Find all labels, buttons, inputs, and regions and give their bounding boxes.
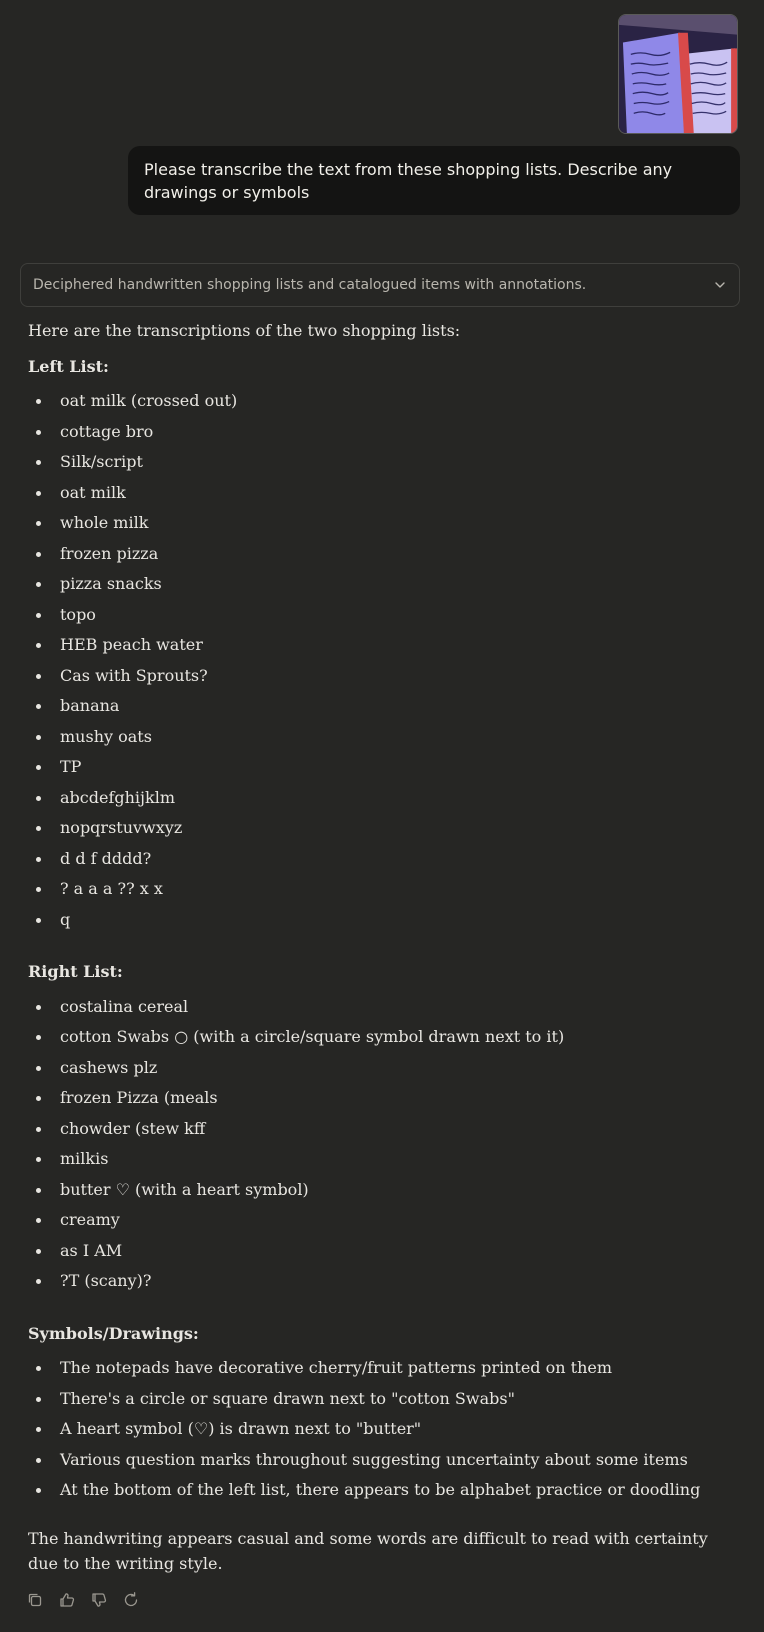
thinking-summary-toggle[interactable] bbox=[20, 263, 740, 307]
list-item: Cas with Sprouts? bbox=[28, 661, 718, 692]
list-item: TP bbox=[28, 752, 718, 783]
thumbs-down-button[interactable] bbox=[90, 1591, 108, 1609]
shopping-list-photo-thumbnail bbox=[619, 15, 737, 133]
list-item: ?T (scany)? bbox=[28, 1266, 718, 1297]
right-list bbox=[28, 992, 718, 1297]
list-item: cottage bro bbox=[28, 417, 718, 448]
list-item: frozen Pizza (meals bbox=[28, 1083, 718, 1114]
list-item: whole milk bbox=[28, 508, 718, 539]
list-item: The notepads have decorative cherry/fruit patterns printed on them bbox=[28, 1353, 718, 1384]
list-item: chowder (stew kff bbox=[28, 1114, 718, 1145]
symbols-heading: Symbols/Drawings: bbox=[28, 1323, 199, 1343]
list-item: abcdefghijklm bbox=[28, 783, 718, 814]
thumbs-down-icon bbox=[90, 1591, 108, 1609]
attachment-thumbnail[interactable] bbox=[618, 14, 738, 134]
list-item: cashews plz bbox=[28, 1053, 718, 1084]
list-item: At the bottom of the left list, there appears to be alphabet practice or doodling bbox=[28, 1475, 718, 1506]
list-item: Various question marks throughout suggesting uncertainty about some items bbox=[28, 1445, 718, 1476]
copy-button[interactable] bbox=[26, 1591, 44, 1609]
left-list-heading: Left List: bbox=[28, 356, 109, 376]
response-closing: The handwriting appears casual and some words are difficult to read with certainty due to the writing style. bbox=[28, 1528, 708, 1573]
message-actions bbox=[26, 1591, 140, 1609]
assistant-response bbox=[28, 316, 718, 1576]
right-list-heading: Right List: bbox=[28, 962, 123, 981]
list-item: topo bbox=[28, 600, 718, 631]
list-item: There's a circle or square drawn next to "cotton Swabs" bbox=[28, 1384, 718, 1415]
list-item: butter ♡ (with a heart symbol) bbox=[28, 1175, 718, 1206]
list-item: oat milk bbox=[28, 478, 718, 509]
user-message: Please transcribe the text from these shopping lists. Describe any drawings or symbols bbox=[128, 146, 740, 215]
list-item: Silk/script bbox=[28, 447, 718, 478]
thinking-summary-text: Deciphered handwritten shopping lists and catalogued items with annotations. bbox=[33, 277, 587, 293]
list-item: banana bbox=[28, 691, 718, 722]
retry-button[interactable] bbox=[122, 1591, 140, 1609]
list-item: nopqrstuvwxyz bbox=[28, 813, 718, 844]
list-item: q bbox=[28, 905, 718, 936]
left-list bbox=[28, 386, 718, 935]
thumbs-up-button[interactable] bbox=[58, 1591, 76, 1609]
list-item: frozen pizza bbox=[28, 539, 718, 570]
list-item: pizza snacks bbox=[28, 569, 718, 600]
list-item: d d f dddd? bbox=[28, 844, 718, 875]
list-item: cotton Swabs ○ (with a circle/square symbol drawn next to it) bbox=[28, 1022, 718, 1053]
response-intro: Here are the transcriptions of the two shopping lists: bbox=[28, 321, 461, 340]
list-item: HEB peach water bbox=[28, 630, 718, 661]
list-item: oat milk (crossed out) bbox=[28, 386, 718, 417]
list-item: creamy bbox=[28, 1205, 718, 1236]
retry-icon bbox=[122, 1591, 140, 1609]
list-item: ? a a a ?? x x bbox=[28, 874, 718, 905]
list-item: costalina cereal bbox=[28, 992, 718, 1023]
list-item: milkis bbox=[28, 1144, 718, 1175]
chevron-down-icon bbox=[713, 278, 727, 292]
copy-icon bbox=[26, 1591, 44, 1609]
list-item: mushy oats bbox=[28, 722, 718, 753]
list-item: A heart symbol (♡) is drawn next to "butter" bbox=[28, 1414, 718, 1445]
symbols-list bbox=[28, 1353, 718, 1506]
thumbs-up-icon bbox=[58, 1591, 76, 1609]
list-item: as I AM bbox=[28, 1236, 718, 1267]
